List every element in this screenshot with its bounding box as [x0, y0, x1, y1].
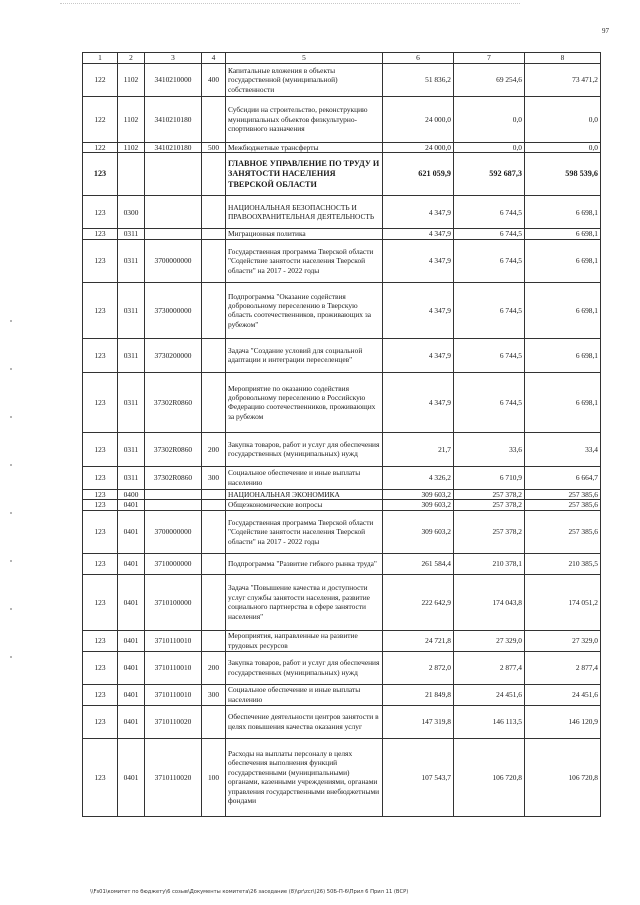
cell-amount-2021: 257 378,2	[454, 500, 525, 510]
cell-amount-2022: 27 329,0	[525, 630, 601, 651]
table-row	[83, 510, 601, 553]
cell-amount-2022: 257 385,6	[525, 510, 601, 553]
cell-amount-2020: 24 000,0	[383, 97, 454, 143]
cell-amount-2020: 4 347,9	[383, 239, 454, 282]
cell-target-code	[145, 489, 202, 499]
cell-expense-type: 200	[202, 651, 226, 684]
cell-expense-type	[202, 500, 226, 510]
cell-section-code: 0311	[118, 432, 145, 466]
cell-amount-2022: 6 698,1	[525, 282, 601, 338]
cell-target-code: 3710110010	[145, 630, 202, 651]
cell-section-code: 0401	[118, 684, 145, 705]
table-row	[83, 153, 601, 196]
cell-amount-2021: 257 378,2	[454, 489, 525, 499]
table-row	[83, 143, 601, 153]
cell-amount-2022: 0,0	[525, 97, 601, 143]
cell-expense-type	[202, 630, 226, 651]
cell-expense-type	[202, 196, 226, 229]
cell-admin-code: 122	[83, 97, 118, 143]
cell-section-code: 0401	[118, 630, 145, 651]
cell-amount-2021: 6 744,5	[454, 282, 525, 338]
cell-amount-2021: 27 329,0	[454, 630, 525, 651]
cell-amount-2020: 4 347,9	[383, 196, 454, 229]
cell-description: Закупка товаров, работ и услуг для обеспечения государственных (муниципальных) нужд	[226, 432, 383, 466]
cell-description: Расходы на выплаты персоналу в целях обеспечения выполнения функций государственными (муниципальными) органами, казенными учреждениями, органами управления государственными внебюджетными фондами	[226, 738, 383, 816]
cell-amount-2022: 33,4	[525, 432, 601, 466]
cell-expense-type	[202, 97, 226, 143]
cell-description: Обеспечение деятельности центров занятости в целях повышения качества оказания услуг	[226, 705, 383, 738]
cell-target-code: 3730200000	[145, 338, 202, 372]
cell-section-code: 0401	[118, 738, 145, 816]
cell-amount-2022: 6 698,1	[525, 239, 601, 282]
cell-target-code: 3410210180	[145, 143, 202, 153]
cell-admin-code: 122	[83, 143, 118, 153]
cell-amount-2020: 4 326,2	[383, 466, 454, 489]
cell-admin-code: 123	[83, 500, 118, 510]
cell-description: Государственная программа Тверской области "Содействие занятости населения Тверской области" на 2017 - 2022 годы	[226, 510, 383, 553]
cell-amount-2020: 222 642,9	[383, 574, 454, 630]
table-row	[83, 574, 601, 630]
table-row	[83, 553, 601, 574]
cell-section-code: 0311	[118, 372, 145, 432]
cell-amount-2021: 592 687,3	[454, 153, 525, 196]
cell-section-code: 0311	[118, 282, 145, 338]
cell-amount-2022: 6 698,1	[525, 196, 601, 229]
cell-section-code: 0311	[118, 229, 145, 239]
cell-description: Государственная программа Тверской области "Содействие занятости населения Тверской области" на 2017 - 2022 годы	[226, 239, 383, 282]
cell-admin-code: 123	[83, 705, 118, 738]
cell-amount-2020: 24 000,0	[383, 143, 454, 153]
col-header: 1	[83, 53, 118, 64]
cell-description: Задача "Создание условий для социальной адаптации и интеграции переселенцев"	[226, 338, 383, 372]
cell-admin-code: 123	[83, 630, 118, 651]
cell-description: НАЦИОНАЛЬНАЯ ЭКОНОМИКА	[226, 489, 383, 499]
cell-admin-code: 123	[83, 338, 118, 372]
table-row	[83, 372, 601, 432]
cell-section-code: 0401	[118, 553, 145, 574]
cell-admin-code: 123	[83, 574, 118, 630]
cell-target-code: 3710110010	[145, 651, 202, 684]
cell-amount-2021: 174 043,8	[454, 574, 525, 630]
cell-amount-2021: 6 744,5	[454, 196, 525, 229]
cell-section-code	[118, 153, 145, 196]
cell-amount-2020: 309 603,2	[383, 489, 454, 499]
cell-expense-type	[202, 153, 226, 196]
cell-section-code: 0401	[118, 510, 145, 553]
table-row	[83, 738, 601, 816]
table-row	[83, 229, 601, 239]
cell-description: Мероприятие по оказанию содействия добровольному переселению в Российскую Федерацию соотечественников, проживающих за рубежом	[226, 372, 383, 432]
cell-admin-code: 123	[83, 153, 118, 196]
cell-expense-type	[202, 239, 226, 282]
cell-target-code: 3410210000	[145, 64, 202, 97]
cell-amount-2021: 69 254,6	[454, 64, 525, 97]
cell-description: Социальное обеспечение и иные выплаты населению	[226, 466, 383, 489]
cell-amount-2020: 309 603,2	[383, 510, 454, 553]
cell-amount-2020: 2 872,0	[383, 651, 454, 684]
cell-admin-code: 123	[83, 489, 118, 499]
cell-target-code: 3710000000	[145, 553, 202, 574]
cell-amount-2021: 0,0	[454, 143, 525, 153]
cell-amount-2020: 24 721,8	[383, 630, 454, 651]
cell-section-code: 1102	[118, 143, 145, 153]
cell-expense-type	[202, 553, 226, 574]
cell-amount-2021: 146 113,5	[454, 705, 525, 738]
cell-amount-2022: 73 471,2	[525, 64, 601, 97]
col-header: 7	[454, 53, 525, 64]
cell-expense-type	[202, 574, 226, 630]
cell-amount-2022: 257 385,6	[525, 489, 601, 499]
table-row	[83, 630, 601, 651]
cell-amount-2020: 261 584,4	[383, 553, 454, 574]
cell-amount-2021: 0,0	[454, 97, 525, 143]
table-row	[83, 196, 601, 229]
cell-target-code: 3710100000	[145, 574, 202, 630]
cell-expense-type: 300	[202, 466, 226, 489]
scan-artifact-line	[60, 3, 520, 5]
cell-expense-type: 200	[202, 432, 226, 466]
cell-description: ГЛАВНОЕ УПРАВЛЕНИЕ ПО ТРУДУ И ЗАНЯТОСТИ НАСЕЛЕНИЯ ТВЕРСКОЙ ОБЛАСТИ	[226, 153, 383, 196]
cell-amount-2021: 24 451,6	[454, 684, 525, 705]
cell-description: Закупка товаров, работ и услуг для обеспечения государственных (муниципальных) нужд	[226, 651, 383, 684]
cell-amount-2020: 147 319,8	[383, 705, 454, 738]
cell-amount-2021: 210 378,1	[454, 553, 525, 574]
cell-target-code: 3700000000	[145, 510, 202, 553]
table-row	[83, 651, 601, 684]
cell-target-code: 37302R0860	[145, 372, 202, 432]
table-row	[83, 282, 601, 338]
table-row	[83, 466, 601, 489]
cell-target-code	[145, 500, 202, 510]
col-header: 3	[145, 53, 202, 64]
cell-amount-2020: 4 347,9	[383, 372, 454, 432]
cell-section-code: 0401	[118, 574, 145, 630]
cell-admin-code: 123	[83, 466, 118, 489]
table-row	[83, 684, 601, 705]
cell-description: Подпрограмма "Оказание содействия добровольному переселению в Тверскую область соотечественников, проживающих за рубежом"	[226, 282, 383, 338]
cell-expense-type: 100	[202, 738, 226, 816]
table-row	[83, 64, 601, 97]
cell-amount-2022: 24 451,6	[525, 684, 601, 705]
col-header: 8	[525, 53, 601, 64]
cell-section-code: 1102	[118, 64, 145, 97]
cell-expense-type	[202, 282, 226, 338]
cell-admin-code: 123	[83, 372, 118, 432]
cell-amount-2022: 0,0	[525, 143, 601, 153]
cell-amount-2020: 51 836,2	[383, 64, 454, 97]
header-row	[83, 53, 601, 64]
cell-amount-2022: 598 539,6	[525, 153, 601, 196]
cell-amount-2021: 6 744,5	[454, 338, 525, 372]
cell-admin-code: 123	[83, 282, 118, 338]
cell-admin-code: 123	[83, 510, 118, 553]
cell-expense-type	[202, 229, 226, 239]
cell-amount-2020: 4 347,9	[383, 338, 454, 372]
cell-amount-2022: 146 120,9	[525, 705, 601, 738]
cell-description: Субсидии на строительство, реконструкцию муниципальных объектов физкультурно-спортивного назначения	[226, 97, 383, 143]
cell-description: Подпрограмма "Развитие гибкого рынка труда"	[226, 553, 383, 574]
cell-amount-2021: 6 744,5	[454, 372, 525, 432]
cell-description: Межбюджетные трансферты	[226, 143, 383, 153]
cell-target-code	[145, 196, 202, 229]
cell-expense-type	[202, 372, 226, 432]
margin-marks	[10, 320, 13, 740]
cell-amount-2022: 6 664,7	[525, 466, 601, 489]
cell-expense-type: 400	[202, 64, 226, 97]
cell-amount-2021: 106 720,8	[454, 738, 525, 816]
cell-target-code: 3410210180	[145, 97, 202, 143]
cell-target-code	[145, 153, 202, 196]
cell-amount-2020: 309 603,2	[383, 500, 454, 510]
cell-admin-code: 123	[83, 738, 118, 816]
col-header: 4	[202, 53, 226, 64]
cell-expense-type	[202, 489, 226, 499]
cell-description: Общеэкономические вопросы	[226, 500, 383, 510]
cell-amount-2022: 210 385,5	[525, 553, 601, 574]
cell-amount-2021: 6 744,5	[454, 229, 525, 239]
cell-amount-2021: 33,6	[454, 432, 525, 466]
cell-target-code: 3710110020	[145, 705, 202, 738]
cell-amount-2020: 107 543,7	[383, 738, 454, 816]
table-row	[83, 432, 601, 466]
cell-amount-2022: 2 877,4	[525, 651, 601, 684]
cell-admin-code: 123	[83, 196, 118, 229]
cell-description: Задача "Повышение качества и доступности услуг службы занятости населения, развитие социального партнерства в сфере занятости населения"	[226, 574, 383, 630]
file-path-footer: \\Fs01\комитет по бюджету\6 созыв\Документы комитета\26 заседание (8)\pr\zcr\(26) 50Б-П-6\Прил 6 Прил 11 (ВСР)	[90, 889, 409, 895]
cell-description: Социальное обеспечение и иные выплаты населению	[226, 684, 383, 705]
budget-table	[82, 52, 601, 817]
cell-amount-2021: 6 710,9	[454, 466, 525, 489]
cell-expense-type	[202, 705, 226, 738]
cell-target-code: 37302R0860	[145, 466, 202, 489]
cell-admin-code: 123	[83, 684, 118, 705]
table-row	[83, 500, 601, 510]
table-row	[83, 97, 601, 143]
col-header: 6	[383, 53, 454, 64]
cell-amount-2021: 6 744,5	[454, 239, 525, 282]
cell-target-code: 3710110020	[145, 738, 202, 816]
cell-description: Капитальные вложения в объекты государственной (муниципальной) собственности	[226, 64, 383, 97]
cell-amount-2022: 257 385,6	[525, 500, 601, 510]
cell-description: Миграционная политика	[226, 229, 383, 239]
cell-amount-2021: 2 877,4	[454, 651, 525, 684]
cell-admin-code: 123	[83, 239, 118, 282]
cell-section-code: 0401	[118, 705, 145, 738]
cell-target-code: 3710110010	[145, 684, 202, 705]
cell-amount-2020: 621 059,9	[383, 153, 454, 196]
table-row	[83, 705, 601, 738]
cell-section-code: 0400	[118, 489, 145, 499]
cell-section-code: 0401	[118, 500, 145, 510]
cell-section-code: 0311	[118, 466, 145, 489]
cell-target-code: 3700000000	[145, 239, 202, 282]
page-number: 97	[602, 27, 609, 35]
cell-expense-type	[202, 510, 226, 553]
cell-description: Мероприятия, направленные на развитие трудовых ресурсов	[226, 630, 383, 651]
table-row	[83, 489, 601, 499]
table-row	[83, 239, 601, 282]
cell-section-code: 0311	[118, 338, 145, 372]
cell-amount-2022: 6 698,1	[525, 338, 601, 372]
cell-section-code: 0300	[118, 196, 145, 229]
cell-admin-code: 123	[83, 432, 118, 466]
cell-expense-type	[202, 338, 226, 372]
cell-description: НАЦИОНАЛЬНАЯ БЕЗОПАСНОСТЬ И ПРАВООХРАНИТЕЛЬНАЯ ДЕЯТЕЛЬНОСТЬ	[226, 196, 383, 229]
cell-amount-2022: 174 051,2	[525, 574, 601, 630]
cell-amount-2020: 21,7	[383, 432, 454, 466]
cell-section-code: 0311	[118, 239, 145, 282]
cell-section-code: 0401	[118, 651, 145, 684]
cell-admin-code: 122	[83, 64, 118, 97]
cell-amount-2021: 257 378,2	[454, 510, 525, 553]
cell-amount-2020: 4 347,9	[383, 229, 454, 239]
cell-amount-2022: 106 720,8	[525, 738, 601, 816]
cell-target-code: 3730000000	[145, 282, 202, 338]
cell-expense-type: 500	[202, 143, 226, 153]
col-header: 2	[118, 53, 145, 64]
cell-expense-type: 300	[202, 684, 226, 705]
cell-target-code	[145, 229, 202, 239]
cell-target-code: 37302R0860	[145, 432, 202, 466]
cell-admin-code: 123	[83, 553, 118, 574]
cell-admin-code: 123	[83, 651, 118, 684]
cell-amount-2022: 6 698,1	[525, 229, 601, 239]
table-row	[83, 338, 601, 372]
cell-section-code: 1102	[118, 97, 145, 143]
cell-amount-2020: 21 849,8	[383, 684, 454, 705]
cell-admin-code: 123	[83, 229, 118, 239]
cell-amount-2022: 6 698,1	[525, 372, 601, 432]
col-header: 5	[226, 53, 383, 64]
cell-amount-2020: 4 347,9	[383, 282, 454, 338]
